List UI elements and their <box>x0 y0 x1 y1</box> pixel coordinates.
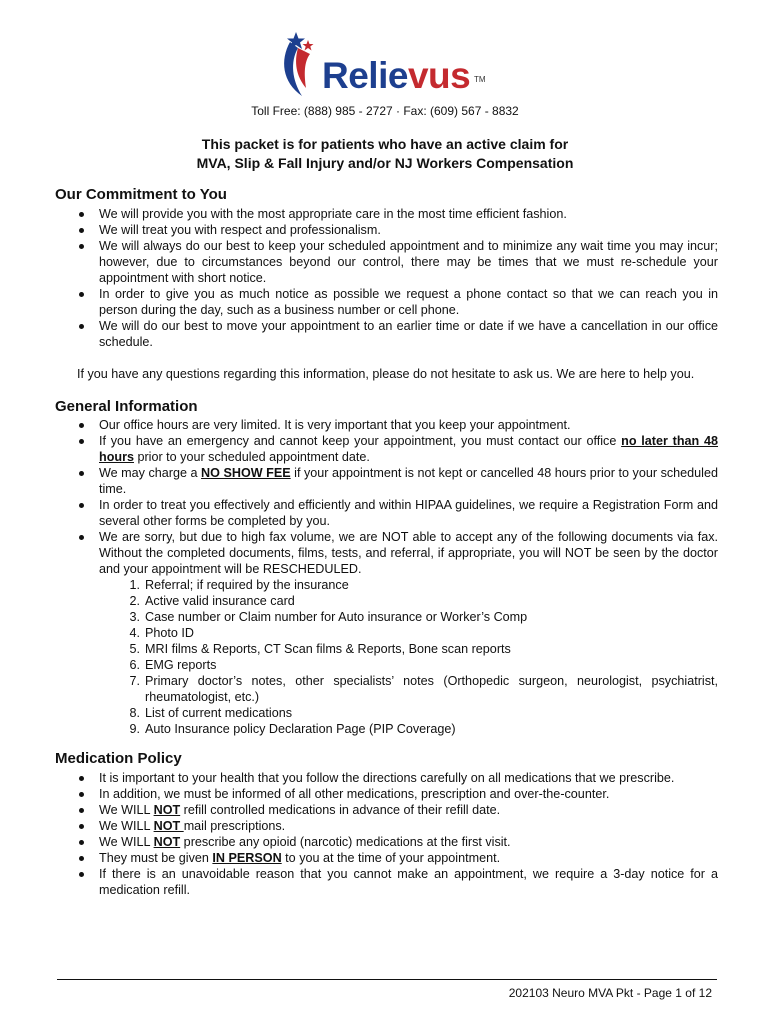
list-item: In order to give you as much notice as possible we request a phone contact so that we can reach you in person during the day, such as a business number or cell phone. <box>55 286 718 318</box>
list-item: 4. Photo ID <box>129 626 195 640</box>
list-item: We will always do our best to keep your scheduled appointment and to minimize any wait time you may incur; however, due to circumstances beyond our control, there may be times that we must re-schedule your appointment with short notice. <box>55 238 718 286</box>
footer-divider <box>57 979 717 980</box>
emphasis-text: NOT <box>153 819 184 833</box>
medication-heading: Medication Policy <box>55 750 182 767</box>
title-line-1: This packet is for patients who have an active claim for <box>201 136 569 152</box>
list-item: We may charge a NO SHOW FEE if your appointment is not kept or cancelled 48 hours prior to your scheduled time. <box>55 465 718 497</box>
page-footer: 202103 Neuro MVA Pkt - Page 1 of 12 <box>508 986 712 1000</box>
list-item: It is important to your health that you follow the directions carefully on all medications that we prescribe. <box>55 770 718 786</box>
trademark-mark: TM <box>474 75 486 84</box>
general-list <box>55 417 718 737</box>
list-item: If there is an unavoidable reason that you cannot make an appointment, we require a 3-day notice for a medication refill. <box>55 866 718 898</box>
list-item: We WILL NOT refill controlled medications in advance of their refill date. <box>55 802 718 818</box>
list-item: We are sorry, but due to high fax volume, we are NOT able to accept any of the following documents via fax. Without the completed documents, films, tests, and referral, if appropriate, you will NOT be seen by the doctor and your appointment will be RESCHEDULED. 1. Referral; if required by the insurance 2. Active valid insurance card 3. Case number or Claim number for Auto insurance or Worker’s Comp 4. Photo ID 5. MRI films & Reports, CT Scan films & Reports, Bone scan reports 6. EMG reports 7. Primary doctor’s notes, other specialists’ notes (Orthopedic surgeon, neurologist, psychiatrist, rheumatologist, etc.) 8. List of current medications 9. Auto Insurance policy Declaration Page (PIP Coverage) <box>55 529 718 737</box>
logo-wordmark: Relievus <box>322 55 471 96</box>
list-item: We will provide you with the most appropriate care in the most time efficient fashion. <box>55 206 718 222</box>
list-item: We WILL NOT mail prescriptions. <box>55 818 718 834</box>
commitment-closing: If you have any questions regarding this information, please do not hesitate to ask us. We are here to help you. <box>77 367 695 381</box>
list-item: Our office hours are very limited. It is very important that you keep your appointment. <box>55 417 718 433</box>
emphasis-text: NOT <box>153 835 181 849</box>
packet-title <box>0 135 770 173</box>
commitment-list <box>55 206 718 350</box>
emphasis-text: IN PERSON <box>212 851 282 865</box>
list-item: In addition, we must be informed of all other medications, prescription and over-the-counter. <box>55 786 718 802</box>
list-item: We will do our best to move your appointment to an earlier time or date if we have a cancellation in our office schedule. <box>55 318 718 350</box>
commitment-heading: Our Commitment to You <box>55 186 227 203</box>
list-item: We will treat you with respect and professionalism. <box>55 222 718 238</box>
general-heading: General Information <box>55 398 198 415</box>
list-item: We WILL NOT prescribe any opioid (narcotic) medications at the first visit. <box>55 834 718 850</box>
contact-line: Toll Free: (888) 985 - 2727 · Fax: (609) 567 - 8832 <box>251 104 519 118</box>
list-item: 1. Referral; if required by the insurance <box>129 578 349 592</box>
list-item: 5. MRI films & Reports, CT Scan films & Reports, Bone scan reports <box>129 642 511 656</box>
list-item: They must be given IN PERSON to you at the time of your appointment. <box>55 850 718 866</box>
emphasis-text: NOT <box>153 803 181 817</box>
title-line-2: MVA, Slip & Fall Injury and/or NJ Workers Compensation <box>196 155 574 171</box>
relievus-logo <box>280 30 492 100</box>
medication-list <box>55 770 718 898</box>
list-item: 2. Active valid insurance card <box>129 594 295 608</box>
emphasis-text: no later than 48 hours <box>99 434 719 464</box>
list-item: 6. EMG reports <box>129 658 217 672</box>
list-item: 8. List of current medications <box>129 706 292 720</box>
list-item: 7. Primary doctor’s notes, other specialists’ notes (Orthopedic surgeon, neurologist, psychiatrist, rheumatologist, etc.) <box>129 674 718 704</box>
emphasis-text: NO SHOW FEE <box>201 466 291 480</box>
list-item: 9. Auto Insurance policy Declaration Page (PIP Coverage) <box>129 722 456 736</box>
list-item: 3. Case number or Claim number for Auto insurance or Worker’s Comp <box>129 610 528 624</box>
list-item: If you have an emergency and cannot keep your appointment, you must contact our office no later than 48 hours prior to your scheduled appointment date. <box>55 433 718 465</box>
list-item: In order to treat you effectively and efficiently and within HIPAA guidelines, we require a Registration Form and several other forms be completed by you. <box>55 497 718 529</box>
required-documents-list <box>99 577 718 737</box>
